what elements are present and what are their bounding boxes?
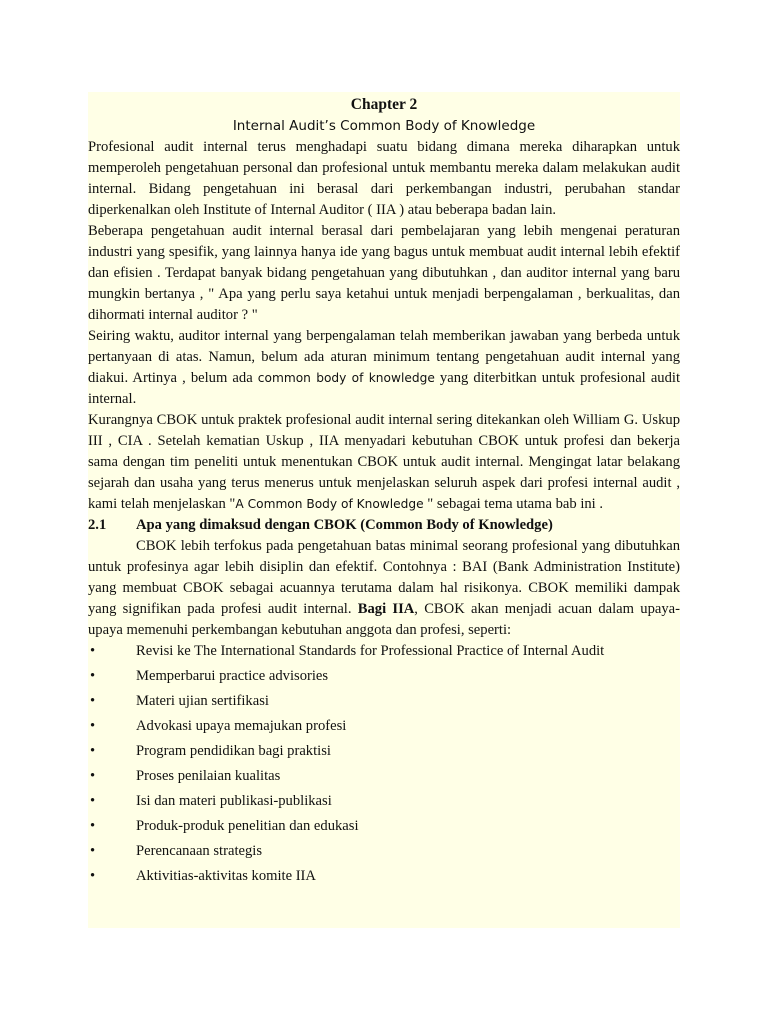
chapter-label: Chapter 2 [350, 96, 418, 113]
section-body-bold: Bagi IIA [357, 601, 415, 617]
paragraph-4 [88, 410, 680, 515]
paragraph-4-part-a: Kurangnya CBOK untuk praktek profesional audit internal sering ditekankan oleh William G. Uskup III , CIA . Setelah kematian Uskup , IIA menyadari kebutuhan CBOK untuk profesi dan bekerja sama dengan tim peneliti untuk menentukan CBOK untuk audit internal. Mengingat latar belakang sejarah dan usaha yang terus menerus untuk menjelaskan seluruh aspek dari profesi internal audit , kami telah menjelaskan " [88, 412, 680, 512]
bullet-icon: • [90, 768, 96, 784]
chapter-title [88, 115, 680, 137]
list-item-text: Produk-produk penelitian dan edukasi [136, 818, 359, 834]
bullet-icon: • [90, 643, 96, 659]
list-item-text: Isi dan materi publikasi-publikasi [136, 793, 332, 809]
bullet-icon: • [90, 868, 96, 884]
bullet-icon: • [90, 743, 96, 759]
bullet-icon: • [90, 793, 96, 809]
section-heading-text: Apa yang dimaksud dengan CBOK (Common Body of Knowledge) [136, 517, 553, 533]
bullet-list [88, 641, 680, 891]
bullet-icon: • [90, 668, 96, 684]
list-item [88, 816, 680, 841]
list-item [88, 841, 680, 866]
list-item [88, 766, 680, 791]
list-item [88, 641, 680, 666]
paragraph-3 [88, 326, 680, 410]
list-item-text: Revisi ke The International Standards for Professional Practice of Internal Audit [136, 643, 605, 659]
paragraph-3-part-a: Seiring waktu, auditor internal yang berpengalaman telah memberikan jawaban yang berbeda untuk pertanyaan di atas. Namun, belum ada aturan minimum tentang pengetahuan audit internal yang diakui. Artinya , belum ada [88, 328, 680, 386]
list-item-text: Program pendidikan bagi praktisi [136, 743, 331, 759]
list-item [88, 666, 680, 691]
list-item [88, 741, 680, 766]
list-item-text: Aktivitias-aktivitas komite IIA [136, 868, 316, 884]
bullet-icon: • [90, 843, 96, 859]
chapter-title-text: Internal Audit’s Common Body of Knowledge [232, 118, 536, 134]
section-body [88, 536, 680, 641]
paragraph-4-term: A Common Body of Knowledge [235, 497, 424, 511]
section-heading [88, 515, 680, 536]
document-page [88, 92, 680, 928]
bullet-icon: • [90, 693, 96, 709]
section-body-part-a: CBOK lebih terfokus pada pengetahuan batas minimal seorang profesional yang dibutuhkan untuk profesinya agar lebih disiplin dan efektif. Contohnya : BAI (Bank Administration Institute) yang membuat CBOK sebagai acuannya terutama dalam hal risikonya. CBOK memiliki dampak yang signifikan pada profesi audit internal. [88, 538, 680, 617]
paragraph-3-part-c: yang diterbitkan untuk profesional audit internal. [88, 370, 681, 407]
list-item [88, 691, 680, 716]
paragraph-3-term: common body of knowledge [257, 371, 435, 385]
list-item-text: Materi ujian sertifikasi [136, 693, 269, 709]
paragraph-2: Beberapa pengetahuan audit internal berasal dari pembelajaran yang lebih mengenai peraturan industri yang spesifik, yang lainnya hanya ide yang bagus untuk membuat audit internal lebih efektif dan efisien . Terdapat banyak bidang pengetahuan yang dibutuhkan , dan auditor internal yang baru mungkin bertanya , " Apa yang perlu saya ketahui untuk menjadi berpengalaman , berkualitas, dan dihormati internal auditor ? " [88, 223, 680, 323]
list-item-text: Advokasi upaya memajukan profesi [136, 718, 347, 734]
list-item [88, 791, 680, 816]
paragraph-1: Profesional audit internal terus menghadapi suatu bidang dimana mereka diharapkan untuk memperoleh pengetahuan personal dan profesional untuk membantu mereka dalam melakukan audit internal. Bidang pengetahuan ini berasal dari perkembangan industri, perubahan standar diperkenalkan oleh Institute of Internal Auditor ( IIA ) atau beberapa badan lain. [88, 139, 680, 218]
list-item-text: Proses penilaian kualitas [136, 768, 281, 784]
bullet-icon: • [90, 718, 96, 734]
paragraph-4-part-c: " sebagai tema utama bab ini . [423, 496, 604, 512]
list-item [88, 866, 680, 891]
section-body-part-b: , CBOK akan menjadi acuan dalam upaya-upaya memenuhi perkembangan kebutuhan anggota dan profesi, seperti: [88, 601, 680, 638]
bullet-icon: • [90, 818, 96, 834]
list-item-text: Perencanaan strategis [136, 843, 263, 859]
list-item [88, 716, 680, 741]
section-number: 2.1 [88, 517, 107, 533]
list-item-text: Memperbarui practice advisories [136, 668, 329, 684]
